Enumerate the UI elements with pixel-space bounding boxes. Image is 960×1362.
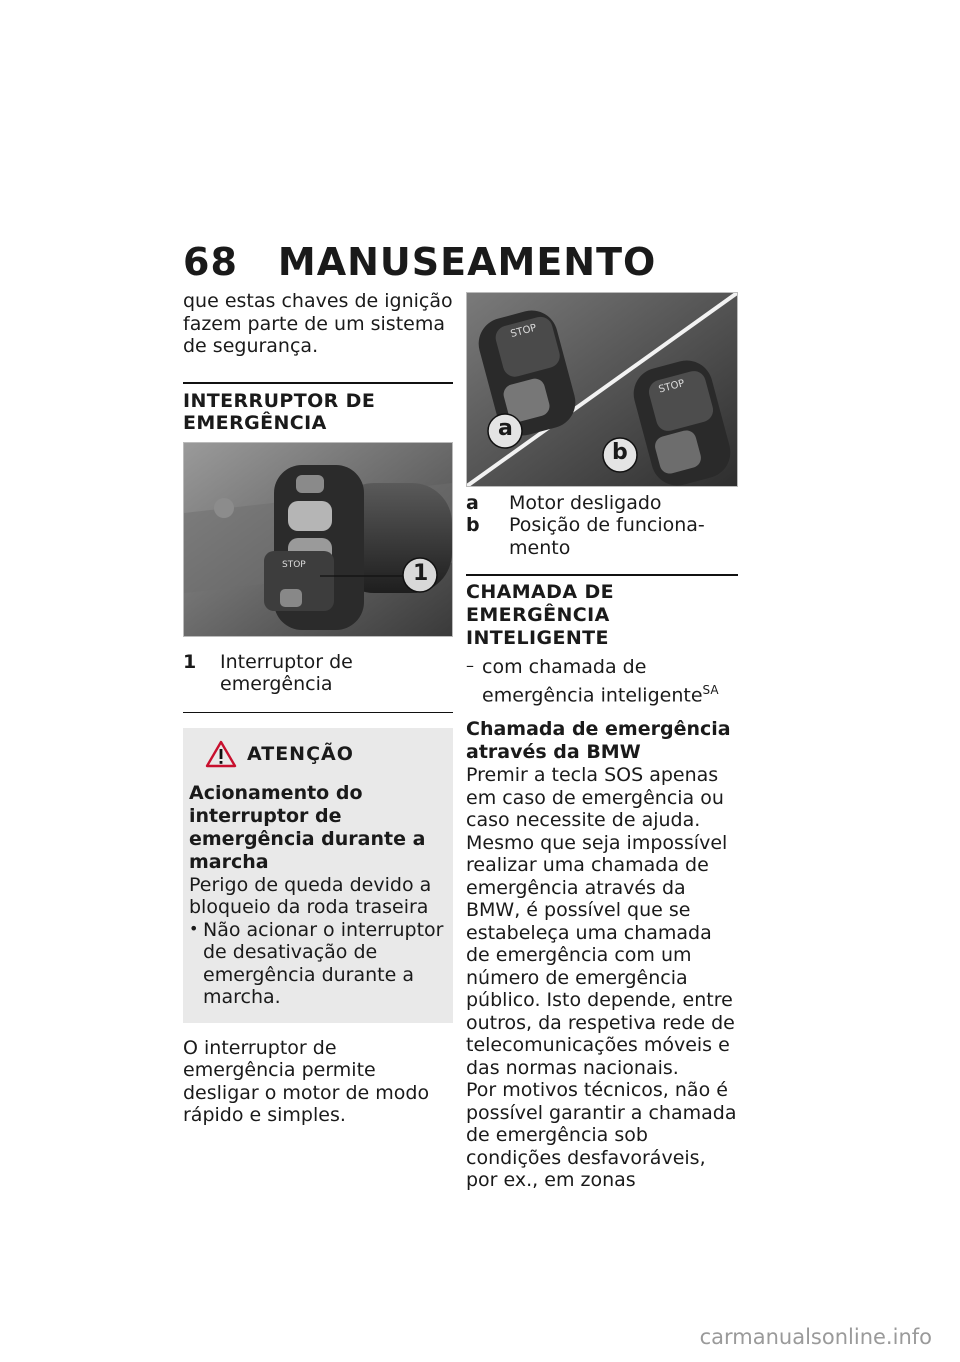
section-divider [183, 382, 453, 384]
intro-paragraph: que estas chaves de ignição fazem parte de um sistema de segurança. [183, 290, 453, 357]
figure-callout-b: b [612, 440, 628, 465]
warning-bullet [189, 919, 447, 1009]
paragraph-sos: Premir a tecla SOS apenas em caso de emergência ou caso necessite de ajuda. [466, 764, 724, 832]
warning-title: ATENÇÃO [247, 742, 354, 765]
handlebar-switch-illustration [184, 443, 452, 636]
section-heading-smart-emergency-call: CHAMADA DE EMERGÊNCIA INTELIGENTE [466, 581, 615, 649]
option-text [482, 656, 738, 706]
svg-text:STOP: STOP [282, 559, 306, 570]
page-section-title: MANUSEAMENTO [277, 240, 657, 284]
section-divider [466, 574, 738, 576]
figure-stop-label-b: STOP [657, 378, 686, 396]
legend-key: a [466, 492, 479, 514]
warning-triangle-icon [205, 740, 237, 768]
legend-text: Posição de funciona-mento [509, 514, 705, 559]
right-column [466, 292, 738, 1192]
section-heading-emergency-switch: INTERRUPTOR DE EMERGÊNCIA [183, 389, 376, 434]
left-column [183, 290, 453, 1127]
bullet-mark: • [189, 918, 199, 938]
page-number: 68 [183, 240, 238, 284]
option-sup: SA [702, 682, 719, 697]
warning-bullet-text: Não acionar o interruptor de desativação de emergência durante a marcha. [203, 918, 444, 1008]
legend-key: 1 [183, 650, 197, 673]
legend-divider [183, 712, 453, 713]
warning-box [183, 728, 453, 1023]
legend-item [466, 514, 738, 560]
paragraph-technical: Por motivos técnicos, não é possível garantir a chamada de emergência sob condições desfavoráveis, por ex., em zonas [466, 1079, 737, 1192]
figure-stop-label-a: STOP [509, 322, 538, 341]
legend-key: b [466, 514, 480, 536]
warning-header [205, 740, 447, 768]
warning-subtitle: Acionamento do interruptor de emergência durante a marcha [189, 781, 426, 873]
option-label: com chamada de emergência inteligente [482, 656, 703, 706]
stop-switch-positions-figure [466, 292, 738, 487]
legend-item [466, 492, 738, 514]
figure-callout-1: 1 [413, 560, 429, 586]
legend-text: Motor desligado [509, 492, 662, 514]
subheading-bmw-call: Chamada de emergência através da BMW [466, 718, 731, 764]
emergency-switch-figure [183, 442, 453, 637]
figure-callout-a: a [498, 416, 513, 441]
legend-item [183, 651, 453, 695]
emergency-switch-description: O interruptor de emergência permite desligar o motor de modo rápido e simples. [183, 1036, 430, 1126]
figure-legend-right [466, 492, 738, 560]
dash-mark: – [466, 656, 474, 675]
legend-text: Interruptor de emergência [220, 650, 353, 695]
page-header [183, 240, 656, 284]
figure-legend [183, 651, 453, 695]
warning-risk: Perigo de queda devido a bloqueio da roda traseira [189, 873, 432, 918]
stop-switch-illustration [467, 293, 737, 486]
option-item [466, 656, 738, 706]
paragraph-public-number: Mesmo que seja impossível realizar uma chamada de emergência através da BMW, é possível que se estabeleça uma chamada de emergência com um número de emergência público. Isto depende, entre outros, da respetiva rede de telecomunicações móveis e das normas nacionais. [466, 831, 735, 1079]
watermark-text: carmanualsonline.info [699, 1325, 932, 1349]
